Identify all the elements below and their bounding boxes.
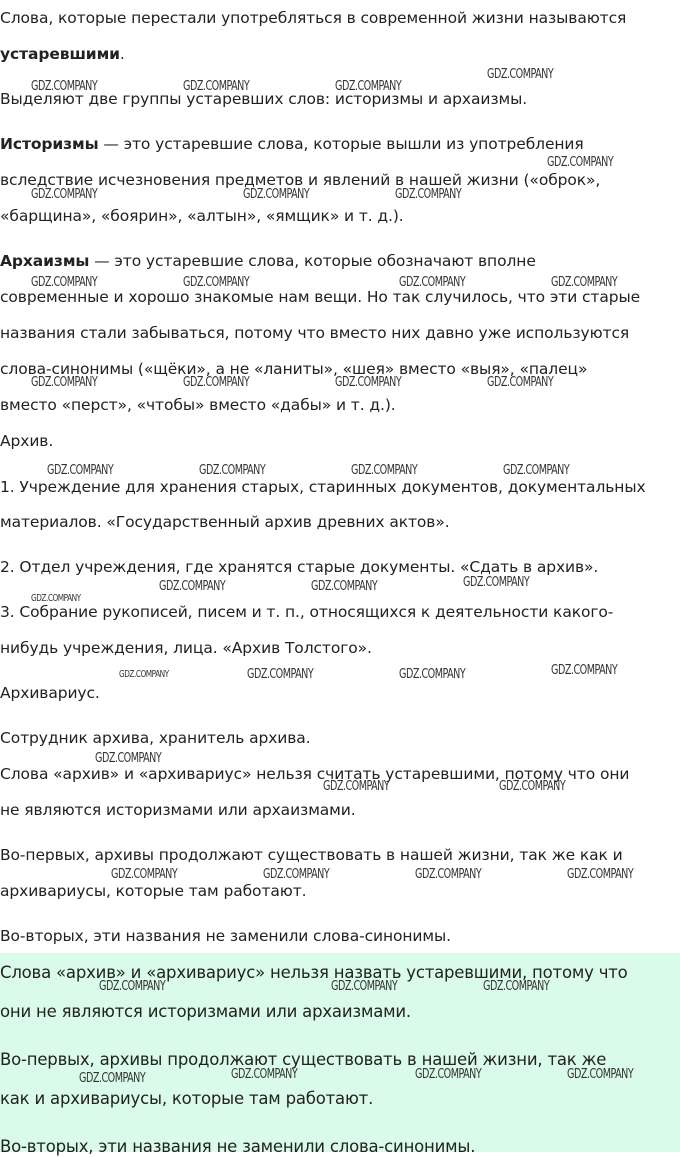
answer-first-line-2: как и архивариусы, которые там работают. [0,1089,374,1108]
watermark: GDZ.COMPANY [499,779,566,794]
watermark: GDZ.COMPANY [487,375,554,390]
watermark: GDZ.COMPANY [31,375,98,390]
watermark: GDZ.COMPANY [31,187,98,202]
watermark: GDZ.COMPANY [183,275,250,290]
archaisms-line-5: вместо «перст», «чтобы» вместо «дабы» и т. д.). [0,396,396,414]
conclusion-line-2: не являются историзмами или архаизмами. [0,801,356,819]
second-reason: Во-вторых, эти названия не заменили слова-синонимы. [0,927,451,945]
archaisms-line-4: слова-синонимы («щёки», а не «ланиты», «шея» вместо «выя», «палец» [0,360,588,378]
watermark: GDZ.COMPANY [119,669,169,680]
watermark: GDZ.COMPANY [399,275,466,290]
archaisms-line-3: названия стали забываться, потому что вместо них давно уже используются [0,324,630,342]
watermark: GDZ.COMPANY [567,1067,634,1082]
watermark: GDZ.COMPANY [231,1067,298,1082]
watermark: GDZ.COMPANY [463,575,530,590]
archiv-def-3-line-2: нибудь учреждения, лица. «Архив Толстого». [0,639,372,657]
answer-conclusion-line-1: Слова «архив» и «архивариус» нельзя назвать устаревшими, потому что [0,963,628,982]
watermark: GDZ.COMPANY [31,79,98,94]
watermark: GDZ.COMPANY [335,79,402,94]
watermark: GDZ.COMPANY [399,667,466,682]
archaisms-def-1: — это устаревшие слова, которые обозначают вполне [89,252,536,270]
archaisms-line-2: современные и хорошо знакомые нам вещи. Но так случилось, что эти старые [0,288,641,306]
intro-end: . [119,45,125,63]
archiv-def-1-line-2: материалов. «Государственный архив древних актов». [0,513,450,531]
watermark: GDZ.COMPANY [551,275,618,290]
watermark: GDZ.COMPANY [31,593,81,604]
answer-second: Во-вторых, эти названия не заменили слова-синонимы. [0,1137,476,1156]
watermark: GDZ.COMPANY [351,463,418,478]
term-historisms: Историзмы [0,135,99,153]
watermark: GDZ.COMPANY [567,867,634,882]
archiv-heading: Архив. [0,432,54,450]
archivarius-heading: Архивариус. [0,684,100,702]
watermark: GDZ.COMPANY [31,275,98,290]
archivarius-def: Сотрудник архива, хранитель архива. [0,729,311,747]
watermark: GDZ.COMPANY [483,979,550,994]
watermark: GDZ.COMPANY [487,67,554,82]
watermark: GDZ.COMPANY [183,375,250,390]
intro-line-1: Слова, которые перестали употребляться в современной жизни называются [0,9,627,27]
term-ustarevshie: устаревшими [0,45,120,63]
intro-line-2 [0,44,125,64]
first-reason-line-2: архивариусы, которые там работают. [0,882,307,900]
archaisms-line-1 [0,251,536,271]
watermark: GDZ.COMPANY [331,979,398,994]
historisms-line-3: «барщина», «боярин», «алтын», «ямщик» и т. д.). [0,207,404,225]
watermark: GDZ.COMPANY [395,187,462,202]
conclusion-line-1: Слова «архив» и «архивариус» нельзя считать устаревшими, потому что они [0,765,630,783]
historisms-def-1: — это устаревшие слова, которые вышли из употребления [98,135,584,153]
watermark: GDZ.COMPANY [415,867,482,882]
watermark: GDZ.COMPANY [243,187,310,202]
watermark: GDZ.COMPANY [159,579,226,594]
archiv-def-3-line-1: 3. Собрание рукописей, писем и т. п., относящихся к деятельности какого- [0,603,614,621]
watermark: GDZ.COMPANY [263,867,330,882]
watermark: GDZ.COMPANY [311,579,378,594]
watermark: GDZ.COMPANY [199,463,266,478]
answer-first-line-1: Во-первых, архивы продолжают существовать в нашей жизни, так же [0,1050,607,1069]
historisms-line-1 [0,134,584,154]
watermark: GDZ.COMPANY [323,779,390,794]
term-archaisms: Архаизмы [0,252,90,270]
watermark: GDZ.COMPANY [335,375,402,390]
archiv-def-1-line-1: 1. Учреждение для хранения старых, старинных документов, документальных [0,478,646,496]
first-reason-line-1: Во-первых, архивы продолжают существовать в нашей жизни, так же как и [0,846,623,864]
watermark: GDZ.COMPANY [551,663,618,678]
archiv-def-2: 2. Отдел учреждения, где хранятся старые документы. «Сдать в архив». [0,558,599,576]
watermark: GDZ.COMPANY [415,1067,482,1082]
watermark: GDZ.COMPANY [95,751,162,766]
watermark: GDZ.COMPANY [183,79,250,94]
watermark: GDZ.COMPANY [547,155,614,170]
watermark: GDZ.COMPANY [79,1071,146,1086]
watermark: GDZ.COMPANY [111,867,178,882]
watermark: GDZ.COMPANY [503,463,570,478]
groups-line: Выделяют две группы устаревших слов: историзмы и архаизмы. [0,90,528,108]
watermark: GDZ.COMPANY [247,667,314,682]
historisms-line-2: вследствие исчезновения предметов и явлений в нашей жизни («оброк», [0,171,601,189]
watermark: GDZ.COMPANY [99,979,166,994]
watermark: GDZ.COMPANY [47,463,114,478]
answer-conclusion-line-2: они не являются историзмами или архаизмами. [0,1002,411,1021]
